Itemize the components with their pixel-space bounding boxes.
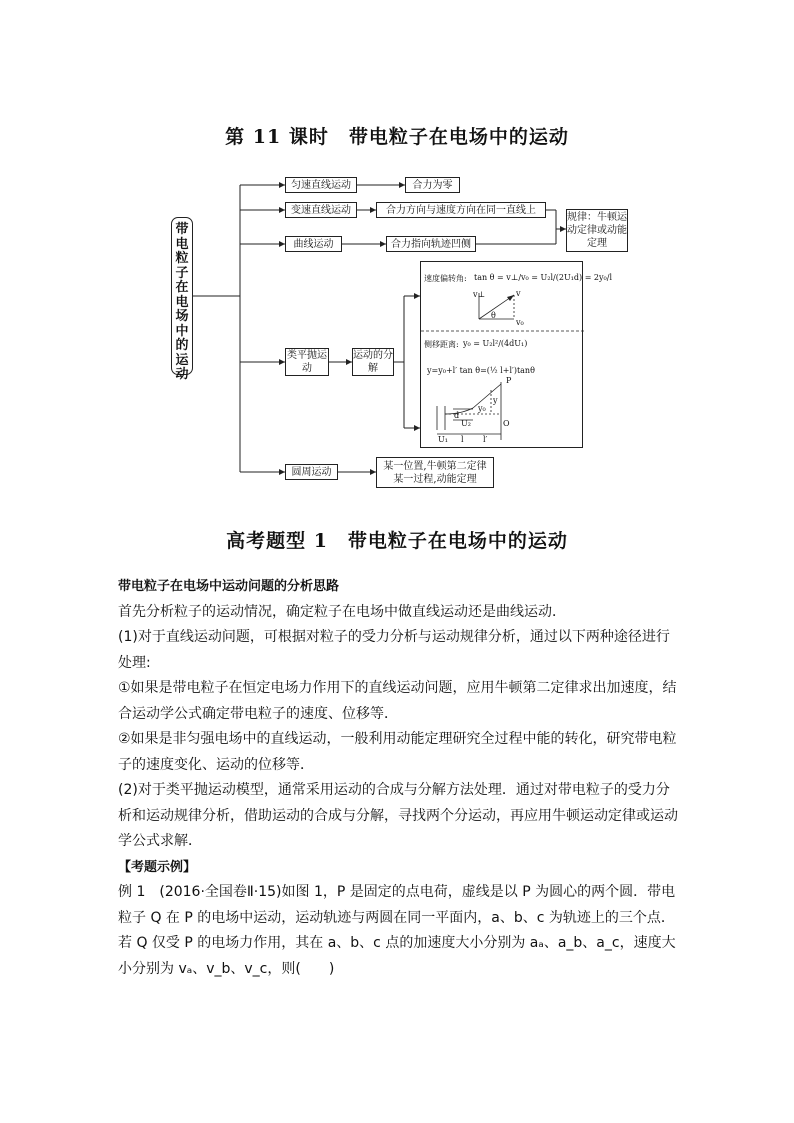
paragraph-1: 首先分析粒子的运动情况，确定粒子在电场中做直线运动还是曲线运动． [118, 603, 566, 620]
sym-lprime: l′ [483, 435, 488, 444]
node-uniform-motion: 匀速直线运动 [285, 177, 357, 193]
node-circular-rules [376, 457, 494, 488]
panel-deflection-formula: tan θ = v⊥/v₀ = U₂l/(2U₁d) = 2y₀/l [474, 273, 613, 282]
root-char: 子 [175, 265, 189, 281]
paragraph-2: (1)对于直线运动问题，可根据对粒子的受力分析与运动规律分析，通过以下两种途径进行处理: [118, 629, 670, 671]
root-char: 运 [175, 352, 189, 368]
node-circular-motion: 圆周运动 [285, 464, 338, 480]
node-force-same-line: 合力方向与速度方向在同一直线上 [376, 202, 546, 218]
projectile-panel [420, 261, 613, 448]
paragraph-3: ①如果是带电粒子在恒定电场力作用下的直线运动问题，应用牛顿第二定律求出加速度，结合运动学公式确定带电粒子的速度、位移等． [118, 680, 677, 722]
sym-l: l [461, 435, 464, 444]
circular-rule-1: 某一位置,牛顿第二定律 [383, 460, 487, 472]
panel-deflection-label: 速度偏转角: [424, 274, 467, 283]
node-rule: 规律：牛顿运动定律或动能定理 [566, 209, 628, 252]
sym-theta: θ [491, 311, 496, 320]
sym-y0: y₀ [478, 404, 486, 413]
paragraph-5: (2)对于类平抛运动模型，通常采用运动的合成与分解方法处理．通过对带电粒子的受力分析和运动规律分析，借助运动的合成与分解，寻找两个分运动，再应用牛顿运动定律或运动学公式求解． [118, 782, 678, 849]
node-variable-motion: 变速直线运动 [285, 202, 357, 218]
panel-total-offset: y=y₀+l′ tan θ=(½ l+l′)tanθ [427, 366, 535, 375]
node-net-force-zero: 合力为零 [405, 177, 460, 193]
root-char: 在 [175, 280, 189, 295]
node-force-concave: 合力指向轨迹凹侧 [386, 236, 476, 252]
section-body [118, 574, 683, 982]
sym-P: P [506, 376, 512, 385]
sym-U1: U₁ [438, 435, 448, 444]
root-char: 中 [175, 323, 189, 339]
page-title: 第 11 课时 带电粒子在电场中的运动 [225, 126, 569, 148]
example-1: 例 1 (2016·全国卷Ⅱ·15)如图 1，P 是固定的点电荷，虚线是以 P 为圆心的两个圆．带电粒子 Q 在 P 的电场中运动，运动轨迹与两圆在同一平面内，a、b、c 为轨迹上的三个点．若 Q 仅受 P 的电场力作用，其在 a、b、c 点的加速度大小分别为 aₐ、a_b、a_c，速度大小分别为 vₐ、v_b、v_c，则( ) [118, 884, 676, 977]
example-tag: 【考题示例】 [118, 859, 197, 875]
root-char: 带 [175, 222, 189, 237]
panel-offset-formula: y₀ = U₂l²/(4dU₁) [463, 339, 528, 348]
root-char: 电 [175, 294, 189, 310]
sym-v0: v₀ [516, 318, 524, 327]
root-char: 的 [175, 338, 189, 353]
node-projectile-like: 类平抛运动 [287, 350, 327, 374]
root-char: 场 [175, 309, 189, 324]
root-char: 电 [175, 236, 189, 252]
node-decompose: 运动的分解 [353, 350, 393, 374]
sym-v-perp: v⊥ [473, 290, 486, 299]
sym-d: d [454, 411, 460, 420]
circular-rule-2: 某一过程,动能定理 [393, 473, 477, 485]
root-char: 粒 [175, 251, 189, 266]
root-box [171, 217, 193, 382]
sym-y: y [493, 396, 498, 405]
section-subheading: 带电粒子在电场中运动问题的分析思路 [118, 579, 340, 594]
root-char: 动 [175, 367, 189, 382]
node-curve-motion: 曲线运动 [285, 236, 342, 252]
sym-U2: U₂ [461, 419, 471, 428]
section-title: 高考题型 1 带电粒子在电场中的运动 [226, 530, 568, 552]
paragraph-4: ②如果是非匀强电场中的直线运动，一般利用动能定理研究全过程中能的转化，研究带电粒子的速度变化、运动的位移等． [118, 731, 677, 773]
sym-O: O [503, 419, 510, 428]
panel-offset-label: 侧移距离: [424, 340, 459, 349]
sym-v: v [516, 289, 521, 298]
